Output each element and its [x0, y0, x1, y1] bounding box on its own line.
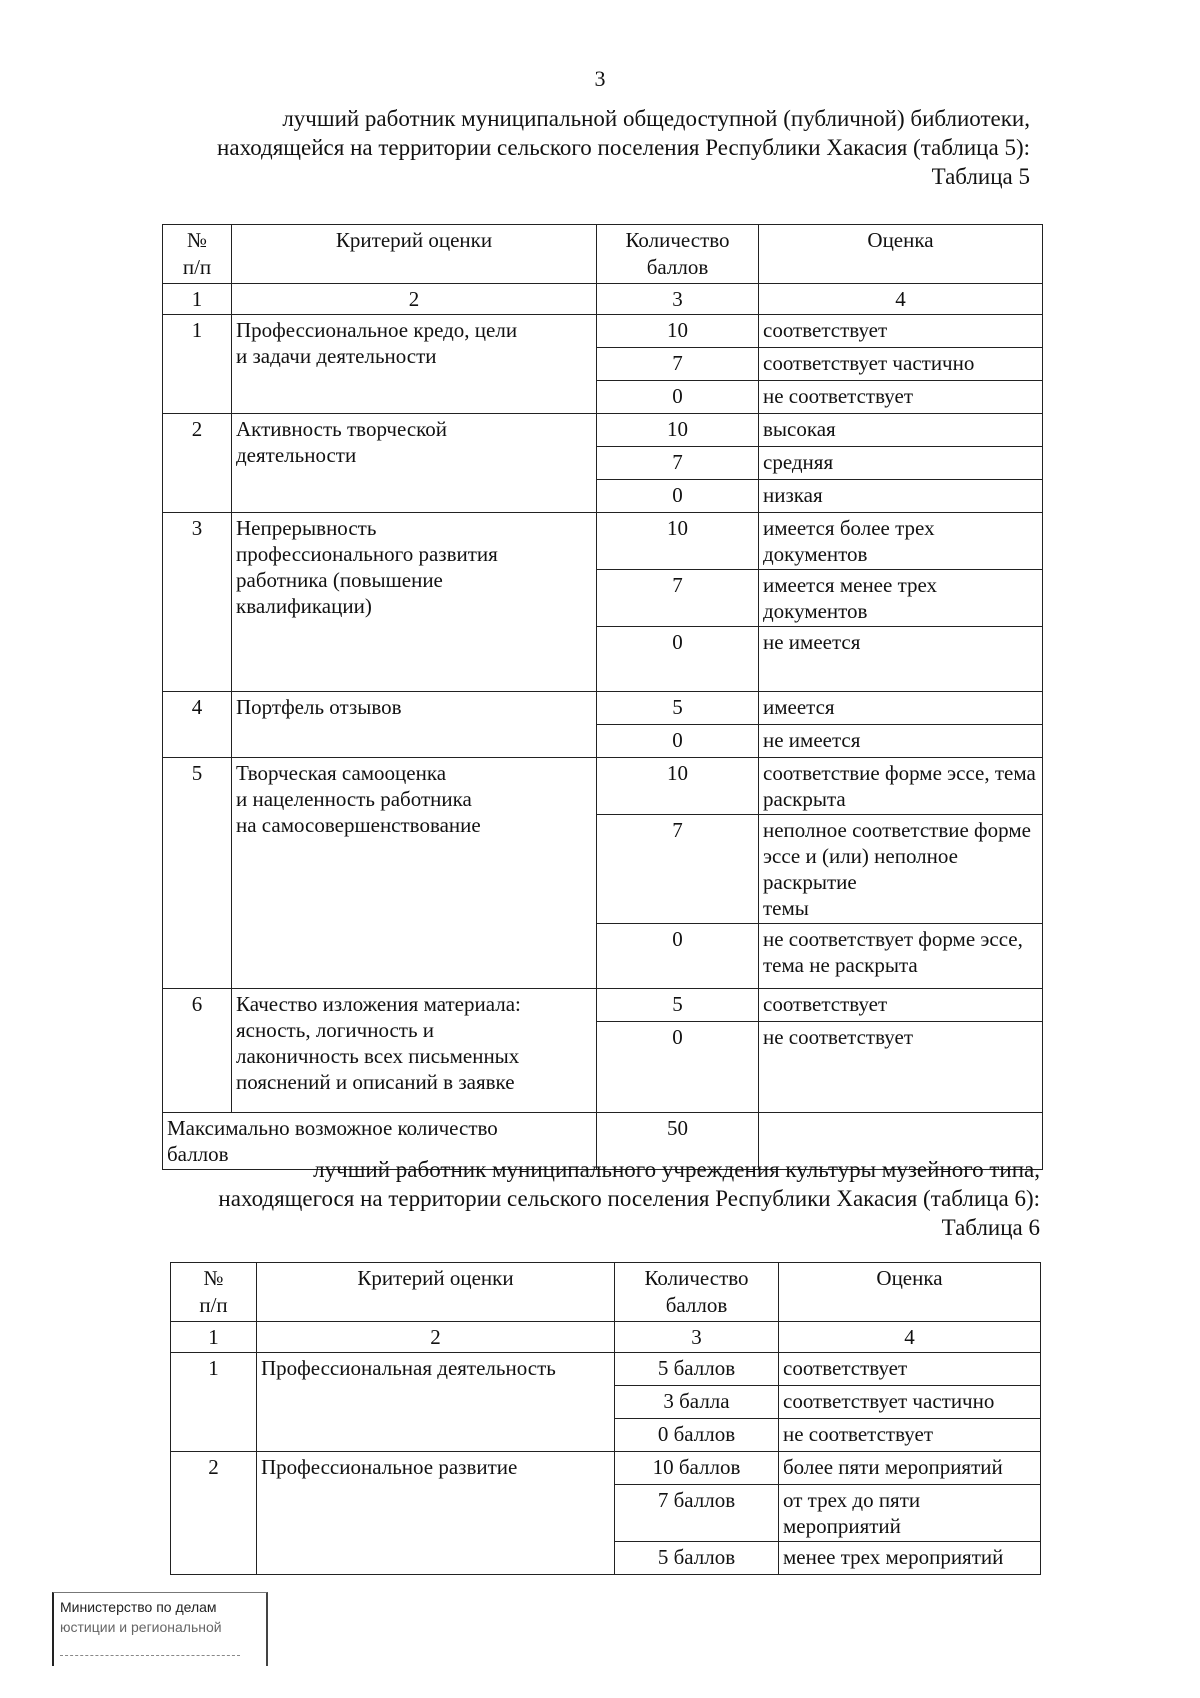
rating-value: не соответствует: [759, 381, 1043, 414]
criterion-number: 4: [163, 692, 232, 758]
rating-value: соответствует: [759, 989, 1043, 1022]
rating-value: соответствует: [779, 1353, 1041, 1386]
table-row: [163, 315, 1043, 348]
criterion-name: Качество изложения материала: ясность, логичность и лаконичность всех письменных пояснений и описаний в заявке: [232, 989, 597, 1113]
header-number: № п/п: [163, 225, 232, 284]
points-value: 0: [597, 627, 759, 692]
points-value: 0: [597, 1022, 759, 1113]
section-2-line-2: находящегося на территории сельского поселения Республики Хакасия (таблица 6):: [218, 1186, 1040, 1211]
rating-value: высокая: [759, 414, 1043, 447]
column-number: 2: [232, 284, 597, 315]
header-criterion: Критерий оценки: [232, 225, 597, 284]
criterion-name: Профессиональная деятельность: [257, 1353, 615, 1452]
header-points: Количество баллов: [597, 225, 759, 284]
points-value: 5: [597, 692, 759, 725]
header-rating: Оценка: [759, 225, 1043, 284]
table-5-body: [163, 225, 1043, 1170]
page-number: 3: [594, 66, 606, 91]
stamp-divider: [60, 1655, 240, 1656]
rating-value: не соответствует форме эссе, тема не раскрыта: [759, 924, 1043, 989]
column-number: 2: [257, 1322, 615, 1353]
table-row: [171, 1452, 1041, 1485]
points-value: 0: [597, 381, 759, 414]
points-value: 10: [597, 414, 759, 447]
rating-value: соответствие форме эссе, тема раскрыта: [759, 758, 1043, 815]
rating-value: не соответствует: [779, 1419, 1041, 1452]
column-number: 1: [171, 1322, 257, 1353]
section-2-line-1: лучший работник муниципального учреждения культуры музейного типа,: [313, 1157, 1040, 1182]
table-row: [171, 1353, 1041, 1386]
rating-value: более пяти мероприятий: [779, 1452, 1041, 1485]
criterion-number: 1: [163, 315, 232, 414]
stamp-line-1: Министерство по делам: [60, 1599, 217, 1615]
points-value: 10: [597, 315, 759, 348]
points-value: 5 баллов: [615, 1353, 779, 1386]
column-number-row: [171, 1322, 1041, 1353]
column-number: 1: [163, 284, 232, 315]
column-number: 3: [597, 284, 759, 315]
registration-stamp: [52, 1592, 268, 1666]
criterion-name: Творческая самооценка и нацеленность работника на самосовершенствование: [232, 758, 597, 989]
criterion-name: Активность творческой деятельности: [232, 414, 597, 513]
criterion-name: Профессиональное кредо, цели и задачи деятельности: [232, 315, 597, 414]
table-6: [170, 1262, 1041, 1575]
column-number: 4: [759, 284, 1043, 315]
criterion-number: 3: [163, 513, 232, 692]
section-1-line-2: находящейся на территории сельского поселения Республики Хакасия (таблица 5):: [217, 135, 1030, 160]
column-number-row: [163, 284, 1043, 315]
table-5-caption: Таблица 5: [931, 164, 1030, 189]
points-value: 7 баллов: [615, 1485, 779, 1542]
header-points: Количество баллов: [615, 1263, 779, 1322]
rating-value: средняя: [759, 447, 1043, 480]
table-row: [163, 513, 1043, 570]
rating-value: имеется: [759, 692, 1043, 725]
points-value: 5 баллов: [615, 1542, 779, 1575]
section-1-intro: [150, 104, 1030, 191]
rating-value: от трех до пяти мероприятий: [779, 1485, 1041, 1542]
header-rating: Оценка: [779, 1263, 1041, 1322]
section-1-line-1: лучший работник муниципальной общедоступной (публичной) библиотеки,: [282, 106, 1030, 131]
criterion-name: Непрерывность профессионального развития работника (повышение квалификации): [232, 513, 597, 692]
rating-value: не имеется: [759, 725, 1043, 758]
criterion-name: Портфель отзывов: [232, 692, 597, 758]
rating-value: менее трех мероприятий: [779, 1542, 1041, 1575]
header-number: № п/п: [171, 1263, 257, 1322]
table-5: [162, 224, 1043, 1170]
rating-value: соответствует частично: [759, 348, 1043, 381]
stamp-line-2: юстиции и региональной: [60, 1619, 222, 1635]
points-value: 0 баллов: [615, 1419, 779, 1452]
criterion-number: 2: [163, 414, 232, 513]
header-row: [163, 225, 1043, 284]
criterion-name: Профессиональное развитие: [257, 1452, 615, 1575]
criterion-number: 1: [171, 1353, 257, 1452]
table-6-caption: Таблица 6: [941, 1215, 1040, 1240]
points-value: 5: [597, 989, 759, 1022]
table-row: [163, 414, 1043, 447]
section-2-intro: [160, 1155, 1040, 1242]
points-value: 7: [597, 570, 759, 627]
table-row: [163, 989, 1043, 1022]
rating-value: соответствует частично: [779, 1386, 1041, 1419]
rating-value: не имеется: [759, 627, 1043, 692]
total-label: Максимально возможное количество баллов: [163, 1113, 597, 1170]
rating-value: имеется менее трех документов: [759, 570, 1043, 627]
points-value: 10 баллов: [615, 1452, 779, 1485]
column-number: 3: [615, 1322, 779, 1353]
header-criterion: Критерий оценки: [257, 1263, 615, 1322]
rating-value: имеется более трех документов: [759, 513, 1043, 570]
rating-value: неполное соответствие форме эссе и (или) неполное раскрытие темы: [759, 815, 1043, 924]
points-value: 0: [597, 924, 759, 989]
points-value: 0: [597, 725, 759, 758]
criterion-number: 5: [163, 758, 232, 989]
points-value: 7: [597, 348, 759, 381]
column-number: 4: [779, 1322, 1041, 1353]
points-value: 3 балла: [615, 1386, 779, 1419]
rating-value: не соответствует: [759, 1022, 1043, 1113]
table-row: [163, 692, 1043, 725]
points-value: 7: [597, 815, 759, 924]
points-value: 10: [597, 513, 759, 570]
points-value: 10: [597, 758, 759, 815]
points-value: 7: [597, 447, 759, 480]
rating-value: соответствует: [759, 315, 1043, 348]
criterion-number: 6: [163, 989, 232, 1113]
header-row: [171, 1263, 1041, 1322]
table-row: [163, 758, 1043, 815]
points-value: 0: [597, 480, 759, 513]
table-6-body: [171, 1263, 1041, 1575]
rating-value: низкая: [759, 480, 1043, 513]
criterion-number: 2: [171, 1452, 257, 1575]
total-points: 50: [597, 1113, 759, 1170]
